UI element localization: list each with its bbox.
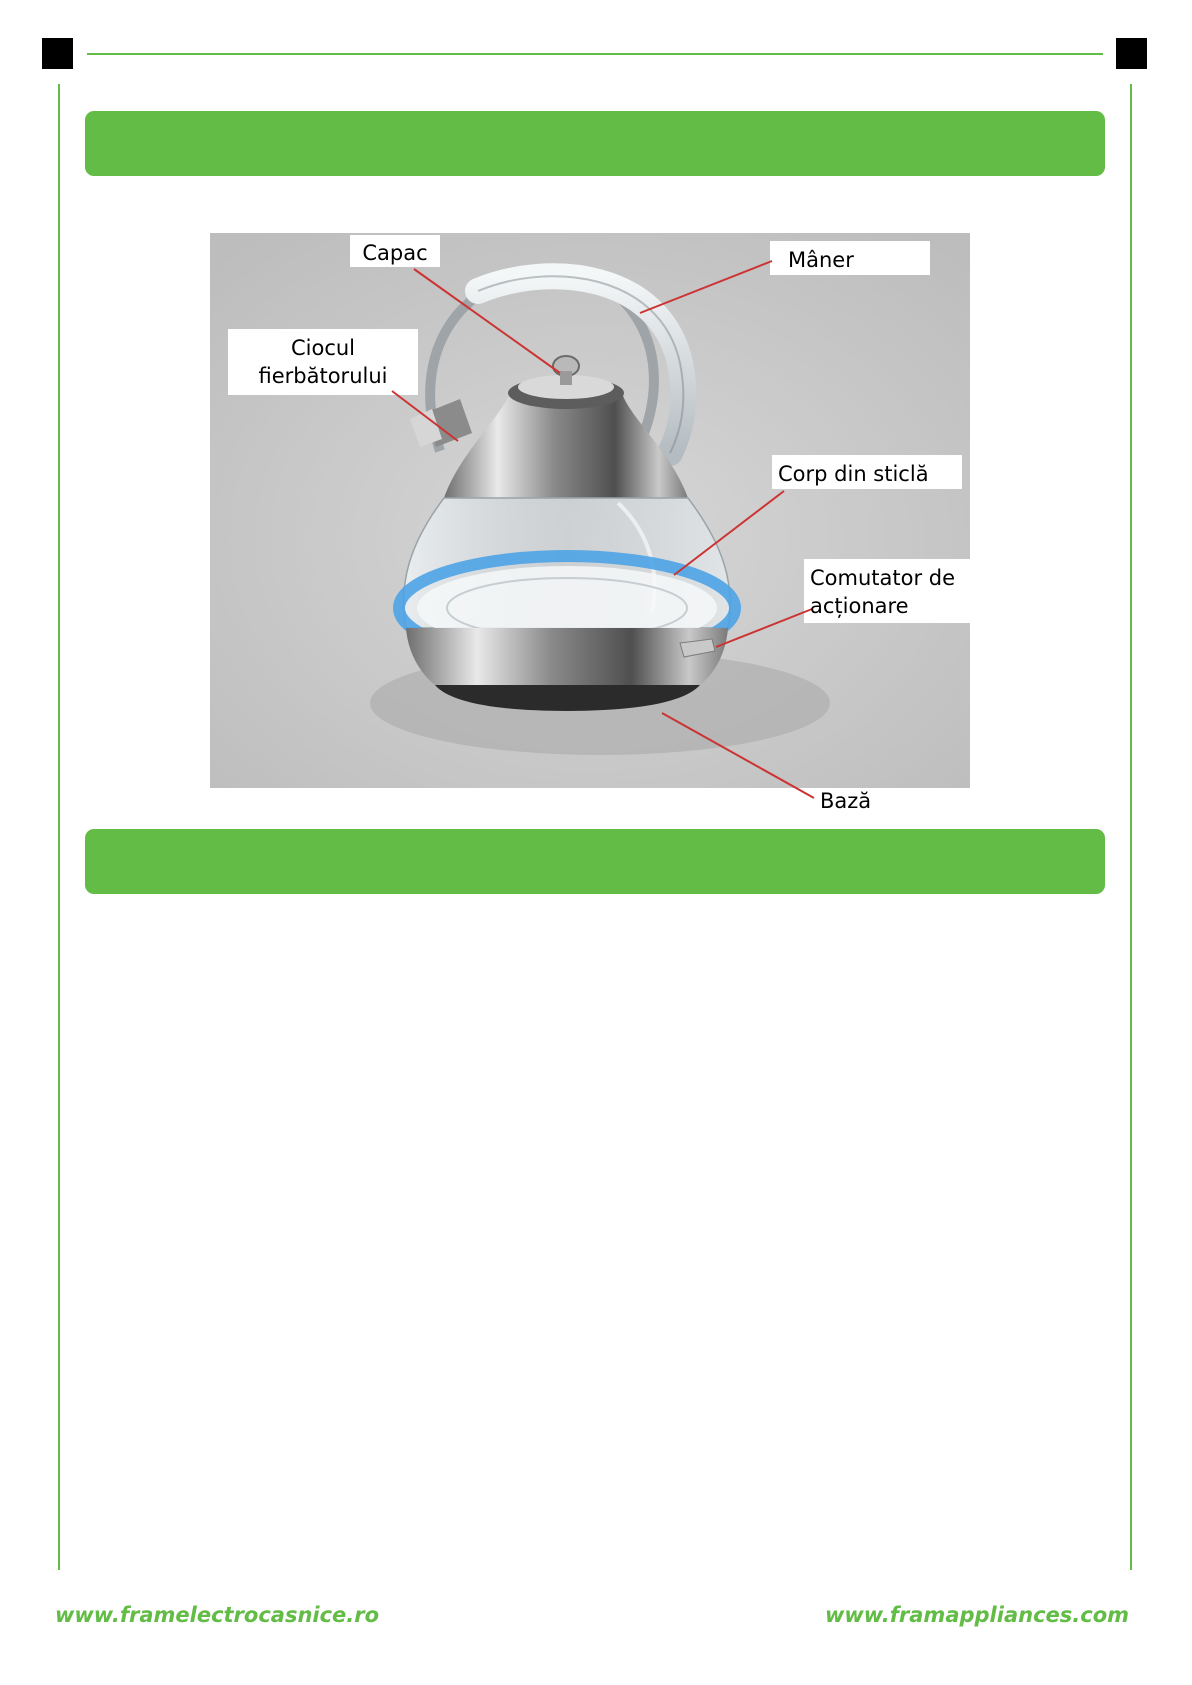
label-base: Bază — [820, 789, 872, 813]
right-frame-rule — [1130, 84, 1132, 1570]
label-spout-line1: Ciocul — [290, 336, 356, 360]
kettle-lower-steel — [406, 628, 728, 685]
top-frame-rule — [87, 53, 1103, 55]
corner-mark-left — [42, 38, 73, 69]
kettle-diagram — [210, 233, 970, 818]
section-header-bar-middle — [85, 829, 1105, 894]
kettle-diagram-svg — [210, 233, 970, 818]
label-handle: Mâner — [788, 248, 854, 272]
footer-url-com: www.framappliances.com — [824, 1603, 1129, 1627]
label-glass-body: Corp din sticlă — [778, 462, 929, 486]
section-header-bar-top — [85, 111, 1105, 176]
footer-url-ro: www.framelectrocasnice.ro — [55, 1603, 380, 1627]
label-switch-line2: acționare — [810, 594, 909, 618]
corner-mark-right — [1116, 38, 1147, 69]
left-frame-rule — [58, 84, 60, 1570]
label-lid: Capac — [362, 241, 428, 265]
lid-knob-stem — [560, 371, 572, 385]
label-spout-line2: fierbătorului — [258, 364, 388, 388]
label-switch-line1: Comutator de — [810, 566, 956, 590]
